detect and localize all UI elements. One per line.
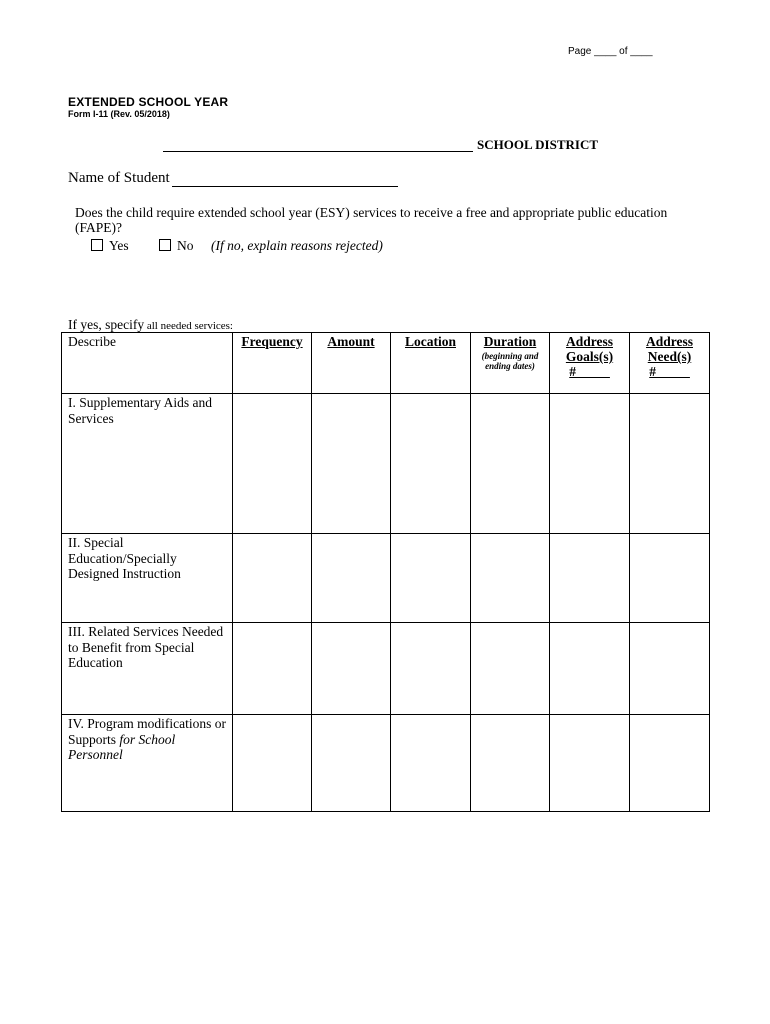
frequency-cell[interactable]	[233, 534, 312, 623]
no-checkbox[interactable]	[159, 239, 171, 251]
amount-cell[interactable]	[312, 623, 391, 715]
student-name-label: Name of Student	[68, 170, 170, 186]
amount-cell[interactable]	[312, 715, 391, 812]
specify-suffix: all needed services:	[144, 320, 233, 332]
location-cell[interactable]	[391, 394, 471, 534]
yes-checkbox[interactable]	[91, 239, 103, 251]
duration-cell[interactable]	[471, 394, 550, 534]
needs-cell[interactable]	[630, 623, 710, 715]
goals-cell[interactable]	[550, 534, 630, 623]
frequency-cell[interactable]	[233, 715, 312, 812]
specify-services-label	[68, 317, 233, 333]
yes-label: Yes	[109, 238, 129, 253]
header-duration: Duration (beginning and ending dates)	[471, 333, 550, 394]
district-name-field[interactable]	[163, 137, 473, 152]
needs-cell[interactable]	[630, 534, 710, 623]
amount-cell[interactable]	[312, 534, 391, 623]
duration-cell[interactable]	[471, 534, 550, 623]
specify-prefix: If yes, specify	[68, 317, 145, 332]
header-frequency: Frequency	[233, 333, 312, 394]
goals-cell[interactable]	[550, 715, 630, 812]
goals-cell[interactable]	[550, 394, 630, 534]
row-label-related-services: III. Related Services Needed to Benefit from Special Education	[62, 623, 233, 715]
district-label: SCHOOL DISTRICT	[477, 137, 599, 152]
table-row	[62, 623, 710, 715]
needs-cell[interactable]	[630, 394, 710, 534]
row-label-program-modifications: IV. Program modifications or Supports for School Personnel	[62, 715, 233, 812]
page-number: Page ____ of ____	[568, 46, 653, 57]
amount-cell[interactable]	[312, 394, 391, 534]
no-explanation-note: (If no, explain reasons rejected)	[211, 238, 383, 253]
student-name-field[interactable]	[172, 171, 398, 187]
header-address-needs: Address Need(s) #_____	[630, 333, 710, 394]
frequency-cell[interactable]	[233, 623, 312, 715]
table-header-row	[62, 333, 710, 394]
services-table	[61, 332, 710, 812]
location-cell[interactable]	[391, 623, 471, 715]
table-row	[62, 715, 710, 812]
duration-cell[interactable]	[471, 715, 550, 812]
form-number: Form I-11 (Rev. 05/2018)	[68, 109, 170, 119]
row-label-special-education: II. Special Education/Specially Designed Instruction	[62, 534, 233, 623]
esy-question: Does the child require extended school year (ESY) services to receive a free and appropriate public education (FAPE)?	[75, 205, 668, 235]
duration-note: (beginning and ending dates)	[481, 351, 539, 371]
table-row	[62, 394, 710, 534]
needs-cell[interactable]	[630, 715, 710, 812]
location-cell[interactable]	[391, 715, 471, 812]
row-label-supplementary-aids: I. Supplementary Aids and Services	[62, 394, 233, 534]
header-location: Location	[391, 333, 471, 394]
table-row	[62, 534, 710, 623]
header-address-goals: Address Goals(s) #_____	[550, 333, 630, 394]
form-title: EXTENDED SCHOOL YEAR	[68, 95, 229, 109]
header-describe: Describe	[62, 333, 233, 394]
header-amount: Amount	[312, 333, 391, 394]
duration-cell[interactable]	[471, 623, 550, 715]
goals-cell[interactable]	[550, 623, 630, 715]
no-label: No	[177, 238, 194, 253]
location-cell[interactable]	[391, 534, 471, 623]
frequency-cell[interactable]	[233, 394, 312, 534]
